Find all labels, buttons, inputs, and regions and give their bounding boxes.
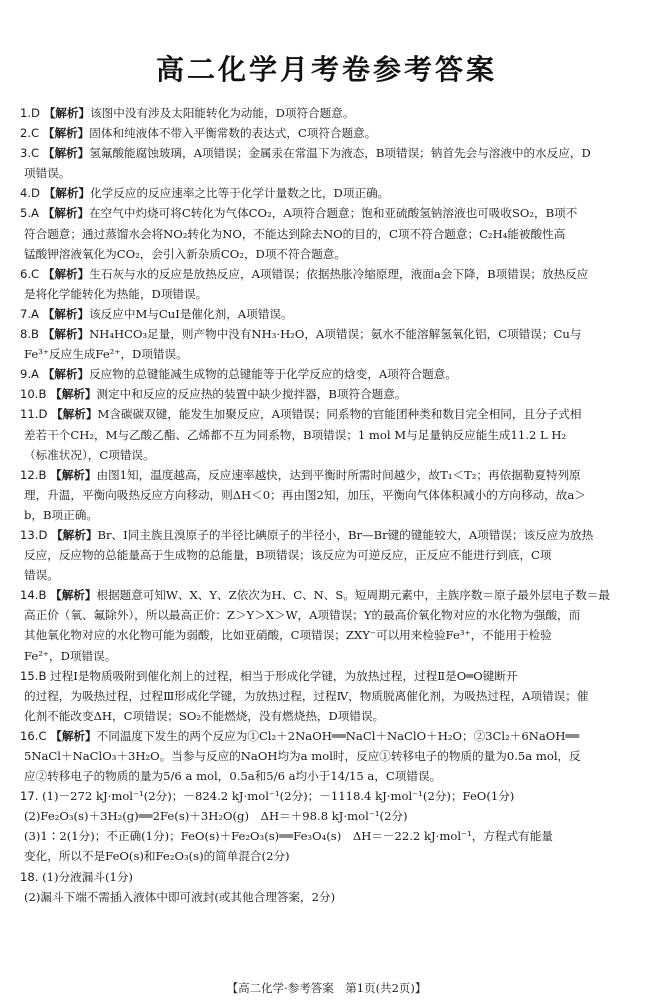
- answer-text: NH₄HCO₃足量，则产物中没有NH₃·H₂O，A项错误；氨水不能溶解氢氧化铝，C项错误；Cu与: [89, 327, 582, 342]
- question-number: 8.B: [20, 327, 40, 342]
- answer-text: 化学反应的反应速率之比等于化学计量数之比，D项正确。: [90, 186, 390, 201]
- answer-line: [20, 525, 640, 545]
- question-number: 10.B: [20, 387, 47, 402]
- answer-line: [20, 284, 640, 304]
- answer-line: [20, 485, 640, 505]
- answer-line: [20, 324, 640, 344]
- answer-text: (2)Fe₂O₃(s)＋3H₂(g)══2Fe(s)＋3H₂O(g) ΔH＝＋98.8 kJ·mol⁻¹(2分): [24, 809, 408, 824]
- answer-line: [20, 746, 640, 766]
- answer-entry: [20, 143, 640, 183]
- answer-text: 固体和纯液体不带入平衡常数的表达式，C项符合题意。: [89, 126, 377, 141]
- answer-line: [20, 445, 640, 465]
- answer-line: [20, 846, 640, 866]
- answer-text: 高正价（氧、氟除外），所以最高正价：Z＞Y＞X＞W，A项错误；Y的最高价氧化物对应的水化物为强酸，而: [24, 608, 581, 623]
- analysis-tag: 【解析】: [43, 106, 91, 120]
- answer-line: [20, 686, 640, 706]
- answer-text: 锰酸钾溶液氧化为CO₂，会引入新杂质CO₂，D项不符合题意。: [24, 246, 347, 261]
- answer-text: 过程Ⅰ是物质吸附到催化剂上的过程，相当于形成化学键，为放热过程，过程Ⅱ是O═O键断开: [50, 668, 518, 683]
- answer-entry: [20, 465, 640, 525]
- answer-entry: [20, 786, 640, 866]
- question-number: 9.A: [20, 367, 39, 382]
- answer-text: 该反应中M与CuI是催化剂，A项错误。: [89, 306, 293, 321]
- analysis-tag: 【解析】: [42, 126, 90, 141]
- question-number: 18.: [20, 869, 39, 884]
- answer-line: [20, 786, 640, 806]
- answer-line: [20, 384, 640, 404]
- page-footer: 【高二化学·参考答案 第1页(共2页)】: [226, 981, 427, 995]
- answer-text: (3)1∶2(1分)；不正确(1分)；FeO(s)＋Fe₂O₃(s)══Fe₃O₄(s) ΔH＝－22.2 kJ·mol⁻¹，方程式有能量: [24, 829, 553, 844]
- answer-line: [20, 545, 640, 565]
- answer-line: [20, 163, 640, 183]
- answer-line: [20, 224, 640, 244]
- answer-line: [20, 364, 640, 384]
- answer-text: 反应，反应物的总能量高于生成物的总能量，B项错误；该反应为可逆反应，正反应不能进行到底，C项: [24, 548, 552, 563]
- answer-text: 差若干个CH₂，M与乙酸乙酯、乙烯都不互为同系物，B项错误；1 mol M与足量钠反应能生成11.2 L H₂: [24, 427, 567, 442]
- answer-text: 反应物的总键能减生成物的总键能等于化学反应的焓变，A项符合题意。: [89, 367, 457, 382]
- analysis-tag: 【解析】: [43, 186, 91, 201]
- answer-line: [20, 404, 640, 424]
- answer-text: 氢氟酸能腐蚀玻璃，A项错误；金属汞在常温下为液态，B项错误；钠首先会与溶液中的水反应，D: [89, 146, 591, 161]
- question-number: 3.C: [20, 146, 40, 161]
- answer-line: [20, 465, 640, 485]
- answer-entry: [20, 123, 640, 143]
- answer-entry: [20, 525, 640, 585]
- answer-text: 该图中没有涉及太阳能转化为动能，D项符合题意。: [90, 106, 355, 120]
- analysis-tag: 【解析】: [42, 206, 90, 221]
- answer-list: [20, 103, 640, 907]
- answer-line: [20, 625, 640, 645]
- answer-text: 符合题意；通过蒸馏水会将NO₂转化为NO，不能达到除去NO的目的，C项不符合题意；C₂H₄能被酸性高: [24, 226, 566, 241]
- answer-text: 理，升温，平衡向吸热反应方向移动，则ΔH＜0；再由图2知，加压，平衡向气体体积减小的方向移动，故a＞: [24, 487, 586, 502]
- answer-entry: [20, 183, 640, 203]
- answer-line: [20, 766, 640, 786]
- answer-text: M含碳碳双键，能发生加聚反应，A项错误；同系物的官能团种类和数目完全相同，且分子式相: [97, 407, 582, 422]
- answer-line: [20, 806, 640, 826]
- answer-line: [20, 726, 640, 746]
- answer-text: (1)分液漏斗(1分): [42, 869, 133, 884]
- answer-entry: [20, 726, 640, 786]
- answer-line: [20, 425, 640, 445]
- answer-text: 由图1知，温度越高，反应速率越快，达到平衡时所需时间越少，故T₁＜T₂；再依据勒夏特列原: [96, 467, 581, 482]
- page-title: 高二化学月考卷参考答案: [155, 53, 497, 86]
- answer-text: 不同温度下发生的两个反应为①Cl₂＋2NaOH══NaCl＋NaClO＋H₂O；②3Cl₂＋6NaOH══: [96, 728, 580, 743]
- question-number: 1.D: [20, 106, 40, 120]
- analysis-tag: 【解析】: [50, 467, 97, 482]
- answer-line: [20, 344, 640, 364]
- answer-text: (2)漏斗下端不需插入液体中即可液封(或其他合理答案，2分): [24, 889, 336, 904]
- answer-entry: [20, 364, 640, 384]
- answer-text: Fe²⁺，D项错误。: [24, 648, 117, 663]
- answer-text: 在空气中灼烧可将C转化为气体CO₂，A项符合题意；饱和亚硫酸氢钠溶液也可吸收SO₂，B项不: [89, 206, 578, 221]
- answer-line: [20, 565, 640, 585]
- question-number: 12.B: [20, 467, 47, 482]
- answer-line: [20, 123, 640, 143]
- question-number: 6.C: [20, 266, 40, 281]
- answer-text: 的过程，为吸热过程，过程Ⅲ形成化学键，为放热过程，过程Ⅳ，物质脱离催化剂，为吸热过程，A项错误；催: [24, 688, 589, 703]
- question-number: 2.C: [20, 126, 40, 141]
- answer-entry: [20, 585, 640, 665]
- answer-line: [20, 505, 640, 525]
- answer-line: [20, 304, 640, 324]
- analysis-tag: 【解析】: [50, 728, 97, 743]
- answer-line: [20, 706, 640, 726]
- question-number: 15.B: [20, 668, 47, 683]
- answer-entry: [20, 666, 640, 726]
- answer-entry: [20, 867, 640, 907]
- analysis-tag: 【解析】: [51, 527, 98, 542]
- question-number: 13.D: [20, 527, 48, 542]
- answer-text: b，B项正确。: [24, 507, 98, 522]
- answer-line: [20, 244, 640, 264]
- answer-entry: [20, 264, 640, 304]
- answer-line: [20, 103, 640, 123]
- answer-text: Fe³⁺反应生成Fe²⁺，D项错误。: [24, 347, 188, 362]
- answer-entry: [20, 384, 640, 404]
- question-number: 14.B: [20, 588, 47, 603]
- answer-line: [20, 887, 640, 907]
- analysis-tag: 【解析】: [42, 146, 90, 161]
- answer-entry: [20, 304, 640, 324]
- answer-line: [20, 143, 640, 163]
- answer-text: 应②转移电子的物质的量为5/6 a mol，0.5a和5/6 a均小于14/15 a，C项错误。: [24, 769, 442, 784]
- question-number: 16.C: [20, 728, 47, 743]
- answer-line: [20, 867, 640, 887]
- answer-text: (1)－272 kJ·mol⁻¹(2分)；－824.2 kJ·mol⁻¹(2分)；－1118.4 kJ·mol⁻¹(2分)；FeO(1分): [42, 789, 515, 804]
- question-number: 5.A: [20, 206, 39, 221]
- answer-text: 变化，所以不是FeO(s)和Fe₂O₃(s)的简单混合(2分): [24, 849, 290, 864]
- answer-text: 其他氧化物对应的水化物可能为弱酸，比如亚硝酸，C项错误；ZXY⁻可以用来检验Fe³⁺，不能用于检验: [24, 628, 552, 643]
- question-number: 11.D: [20, 407, 48, 422]
- answer-entry: [20, 324, 640, 364]
- analysis-tag: 【解析】: [50, 387, 97, 402]
- answer-line: [20, 264, 640, 284]
- analysis-tag: 【解析】: [42, 266, 90, 281]
- answer-text: 生石灰与水的反应是放热反应，A项错误；依据热胀冷缩原理，液面a会下降，B项错误；放热反应: [89, 266, 589, 281]
- analysis-tag: 【解析】: [42, 306, 90, 321]
- answer-text: 是将化学能转化为热能，D项错误。: [24, 286, 208, 301]
- answer-line: [20, 666, 640, 686]
- analysis-tag: 【解析】: [42, 327, 90, 342]
- answer-text: 化剂不能改变ΔH，C项错误；SO₂不能燃烧，没有燃烧热，D项错误。: [24, 708, 385, 723]
- analysis-tag: 【解析】: [51, 407, 98, 422]
- answer-line: [20, 203, 640, 223]
- question-number: 7.A: [20, 306, 39, 321]
- answer-text: 5NaCl＋NaClO₃＋3H₂O。当参与反应的NaOH均为a mol时，反应①转移电子的物质的量为0.5a mol，反: [24, 749, 581, 763]
- answer-line: [20, 605, 640, 625]
- answer-line: [20, 183, 640, 203]
- question-number: 4.D: [20, 186, 40, 201]
- analysis-tag: 【解析】: [50, 588, 97, 603]
- answer-text: 项错误。: [24, 166, 71, 181]
- question-number: 17.: [20, 789, 39, 804]
- answer-text: 根据题意可知W、X、Y、Z依次为H、C、N、S。短周期元素中，主族序数＝原子最外层电子数＝最: [96, 588, 610, 603]
- analysis-tag: 【解析】: [42, 367, 90, 382]
- answer-text: 错误。: [24, 568, 59, 583]
- answer-line: [20, 585, 640, 605]
- answer-entry: [20, 103, 640, 123]
- answer-text: 测定中和反应的反应热的装置中缺少搅拌器，B项符合题意。: [96, 387, 407, 402]
- answer-text: （标准状况），C项错误。: [24, 447, 155, 462]
- answer-line: [20, 646, 640, 666]
- answer-entry: [20, 404, 640, 464]
- answer-text: Br、I同主族且溴原子的半径比碘原子的半径小，Br—Br键的键能较大，A项错误；该反应为放热: [97, 527, 594, 542]
- answer-entry: [20, 203, 640, 263]
- answer-line: [20, 826, 640, 846]
